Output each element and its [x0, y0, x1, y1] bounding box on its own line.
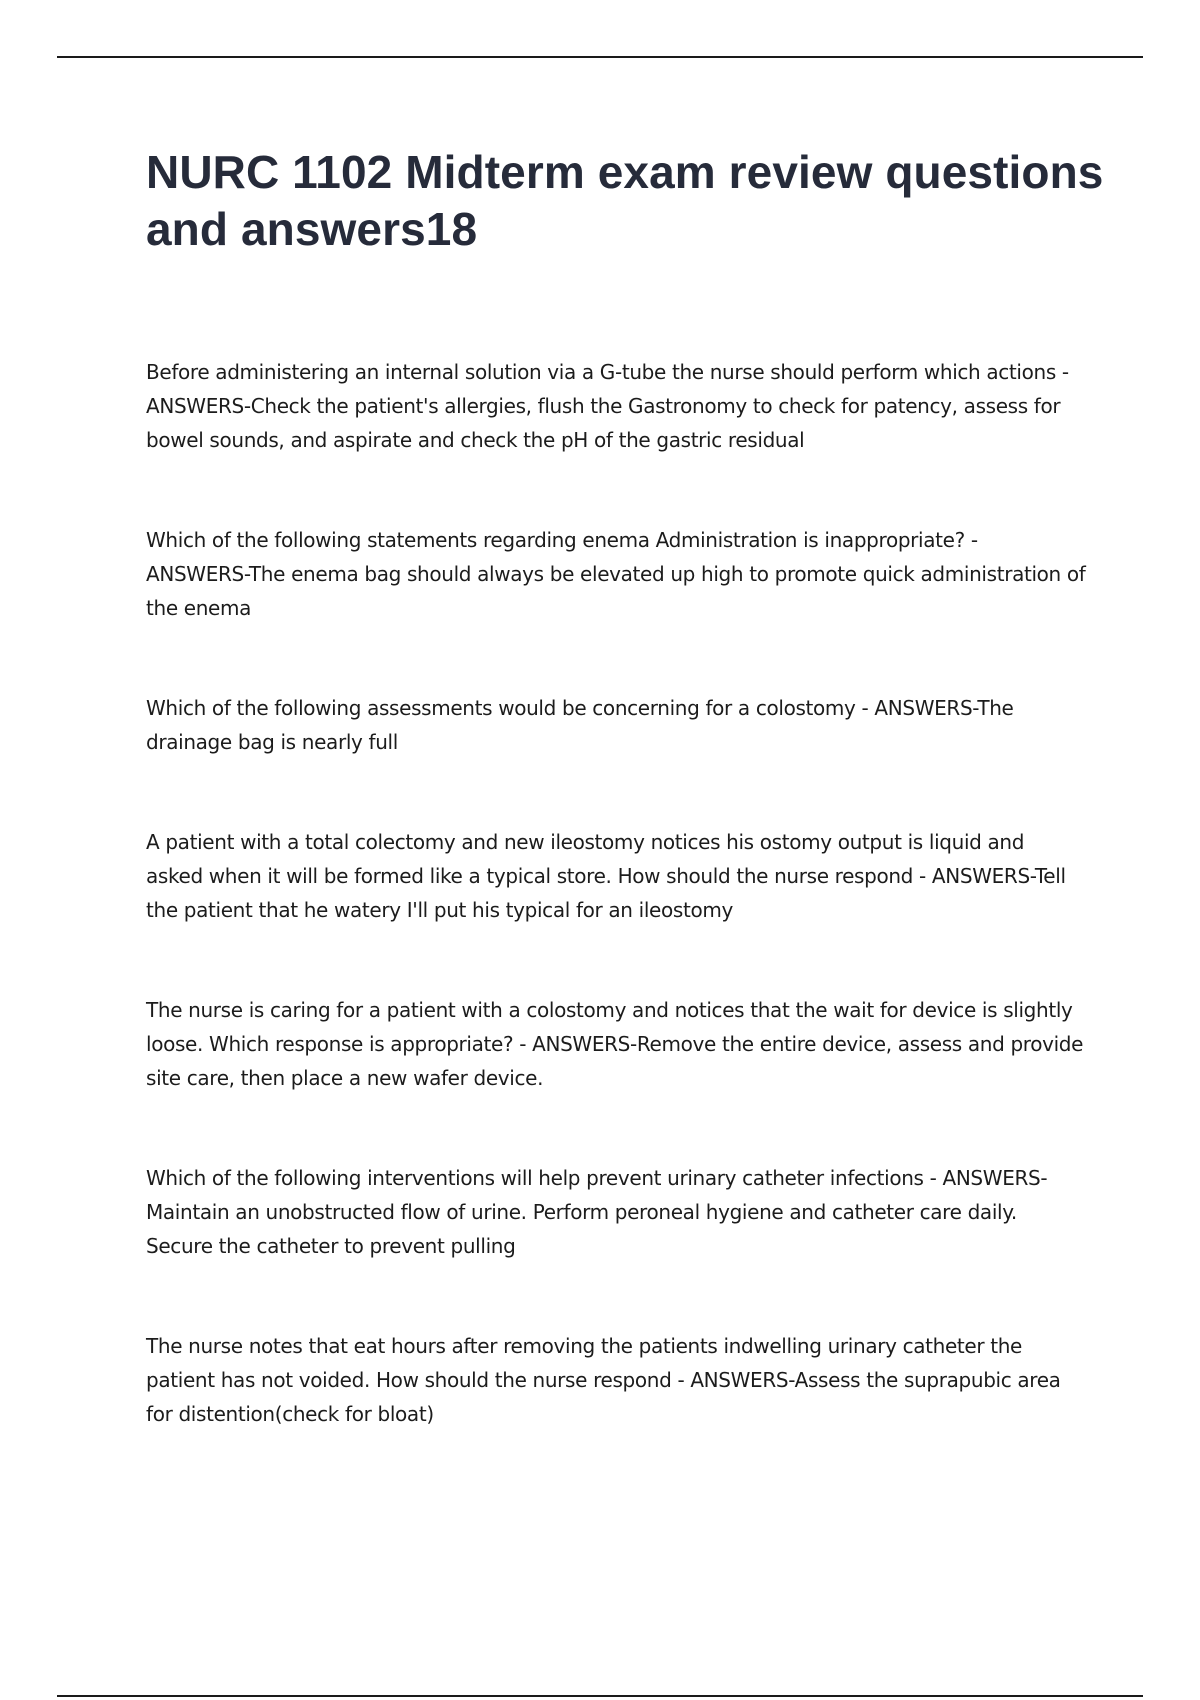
top-divider — [57, 56, 1143, 58]
qa-item: Which of the following assessments would be concerning for a colostomy - ANSWERS-The drainage bag is nearly full — [146, 696, 1014, 754]
qa-item: A patient with a total colectomy and new ileostomy notices his ostomy output is liquid and asked when it will be formed like a typical store. How should the nurse respond - ANSWERS-Tell the patient that he watery I'll put his typical for an ileostomy — [146, 830, 1066, 922]
qa-item: Before administering an internal solution via a G-tube the nurse should perform which actions - ANSWERS-Check the patient's allergies, flush the Gastronomy to check for patency, assess for bowel sounds, and aspirate and check the pH of the gastric residual — [146, 360, 1069, 452]
qa-item: Which of the following statements regarding enema Administration is inappropriate? - ANSWERS-The enema bag should always be elevated up high to promote quick administration of the enema — [146, 528, 1086, 620]
qa-item: The nurse notes that eat hours after removing the patients indwelling urinary catheter the patient has not voided. How should the nurse respond - ANSWERS-Assess the suprapubic area for distention(check for bloat) — [146, 1334, 1061, 1426]
qa-item: The nurse is caring for a patient with a colostomy and notices that the wait for device is slightly loose. Which response is appropriate? - ANSWERS-Remove the entire device, assess and provide site care, then place a new wafer device. — [146, 998, 1084, 1090]
qa-item: Which of the following interventions will help prevent urinary catheter infections - ANSWERS-Maintain an unobstructed flow of urine. Perform peroneal hygiene and catheter care daily. Secure the catheter to prevent pulling — [146, 1166, 1048, 1258]
bottom-divider — [57, 1695, 1143, 1697]
document-title: NURC 1102 Midterm exam review questions and answers18 — [146, 146, 1104, 255]
qa-list — [146, 355, 1086, 1497]
